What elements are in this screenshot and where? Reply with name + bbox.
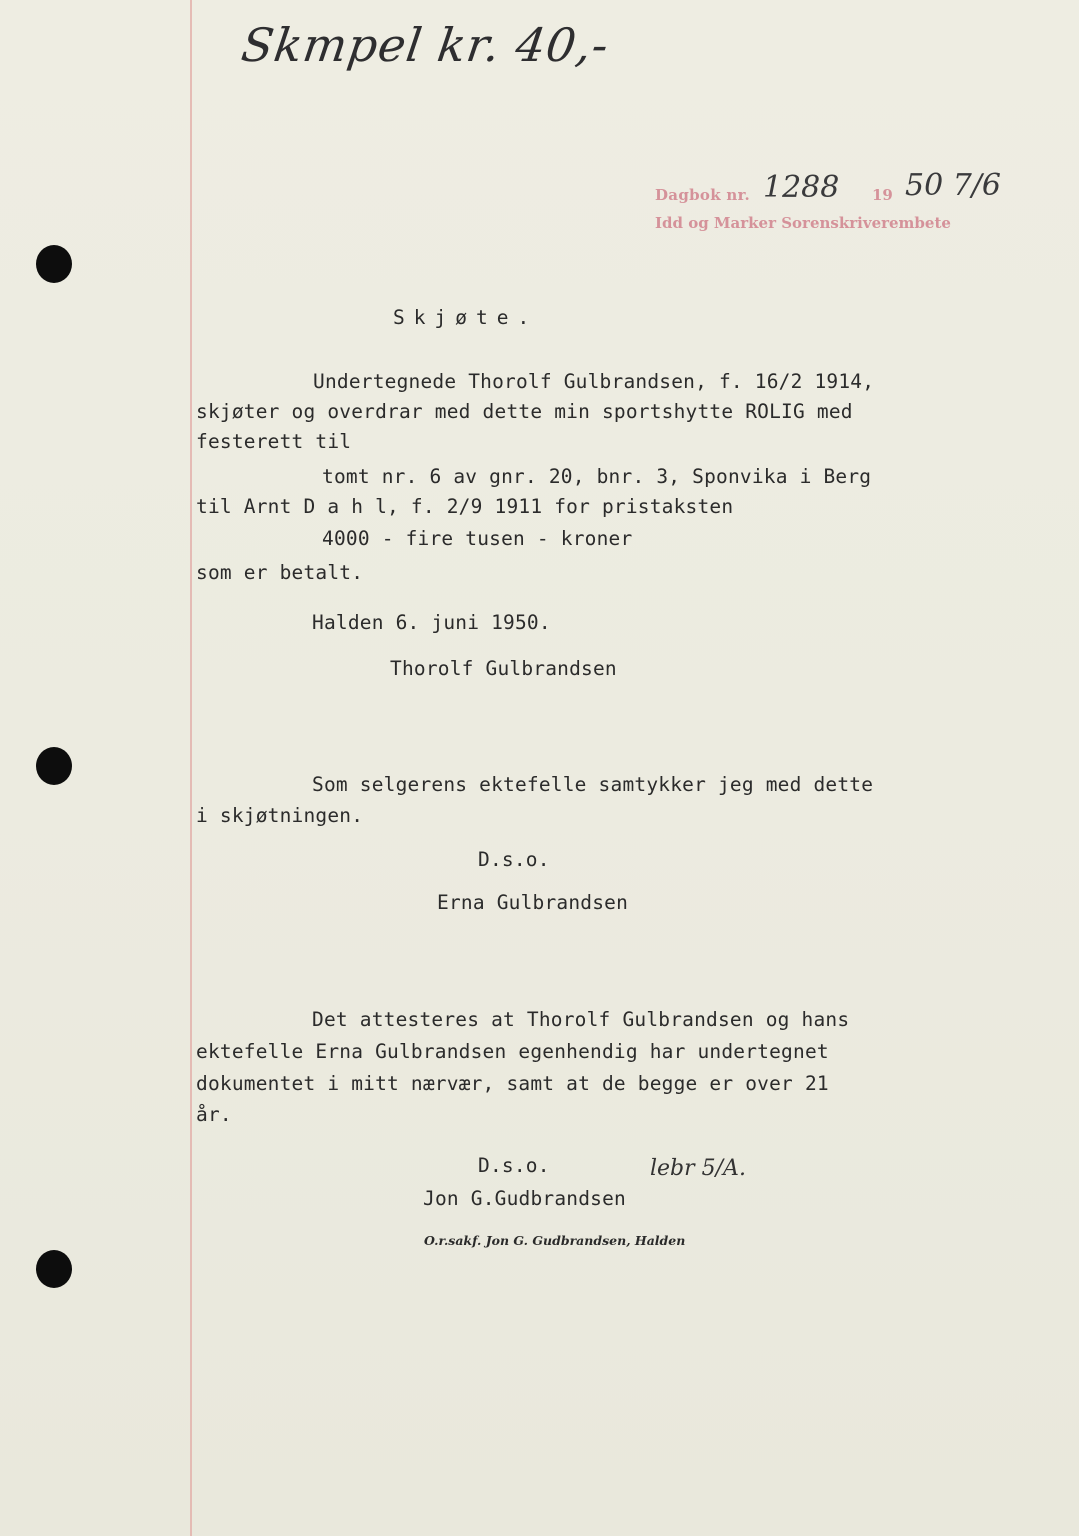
spouse-signature-name: Erna Gulbrandsen — [437, 891, 629, 914]
dso-label: D.s.o. — [478, 848, 550, 871]
office-stamp: Idd og Marker Sorenskriverembete — [655, 214, 951, 232]
margin-line — [190, 0, 192, 1536]
text-line: til Arnt D a h l, f. 2/9 1911 for pristaksten — [196, 495, 734, 518]
text-line: ektefelle Erna Gulbrandsen egenhendig har undertegnet — [196, 1040, 829, 1063]
text-line: Det attesteres at Thorolf Gulbrandsen og hans — [312, 1008, 850, 1031]
text-line: Undertegnede Thorolf Gulbrandsen, f. 16/2 1914, — [313, 370, 875, 393]
punch-hole — [36, 1250, 72, 1288]
dagbok-date: 50 7/6 — [905, 168, 1001, 203]
text-line: skjøter og overdrar med dette min sportshytte ROLIG med — [196, 400, 853, 423]
text-line: Som selgerens ektefelle samtykker jeg med dette — [312, 773, 874, 796]
text-line: år. — [196, 1103, 232, 1126]
witness-stamp: O.r.sakf. Jon G. Gudbrandsen, Halden — [424, 1233, 686, 1248]
dagbok-number: 1288 — [763, 170, 840, 205]
witness-signature-name: Jon G.Gudbrandsen — [423, 1187, 626, 1210]
punch-hole — [36, 747, 72, 785]
text-line: dokumentet i mitt nærvær, samt at de begge er over 21 — [196, 1072, 829, 1095]
text-line: tomt nr. 6 av gnr. 20, bnr. 3, Sponvika i Berg — [322, 465, 872, 488]
text-line: 4000 - fire tusen - kroner — [322, 527, 633, 550]
text-line: festerett til — [196, 430, 352, 453]
witness-handwritten-note: lebr 5/A. — [650, 1156, 746, 1181]
document-title: Skjøte. — [393, 306, 539, 329]
punch-hole — [36, 245, 72, 283]
dagbok-stamp-prefix: Dagbok nr. — [655, 186, 750, 204]
text-line: som er betalt. — [196, 561, 364, 584]
handwritten-fee-note: Skmpel kr. 40,- — [238, 18, 613, 72]
place-date: Halden 6. juni 1950. — [312, 611, 551, 634]
dagbok-year-prefix: 19 — [872, 186, 893, 204]
seller-signature-name: Thorolf Gulbrandsen — [390, 657, 617, 680]
dso-label: D.s.o. — [478, 1154, 550, 1177]
text-line: i skjøtningen. — [196, 804, 364, 827]
